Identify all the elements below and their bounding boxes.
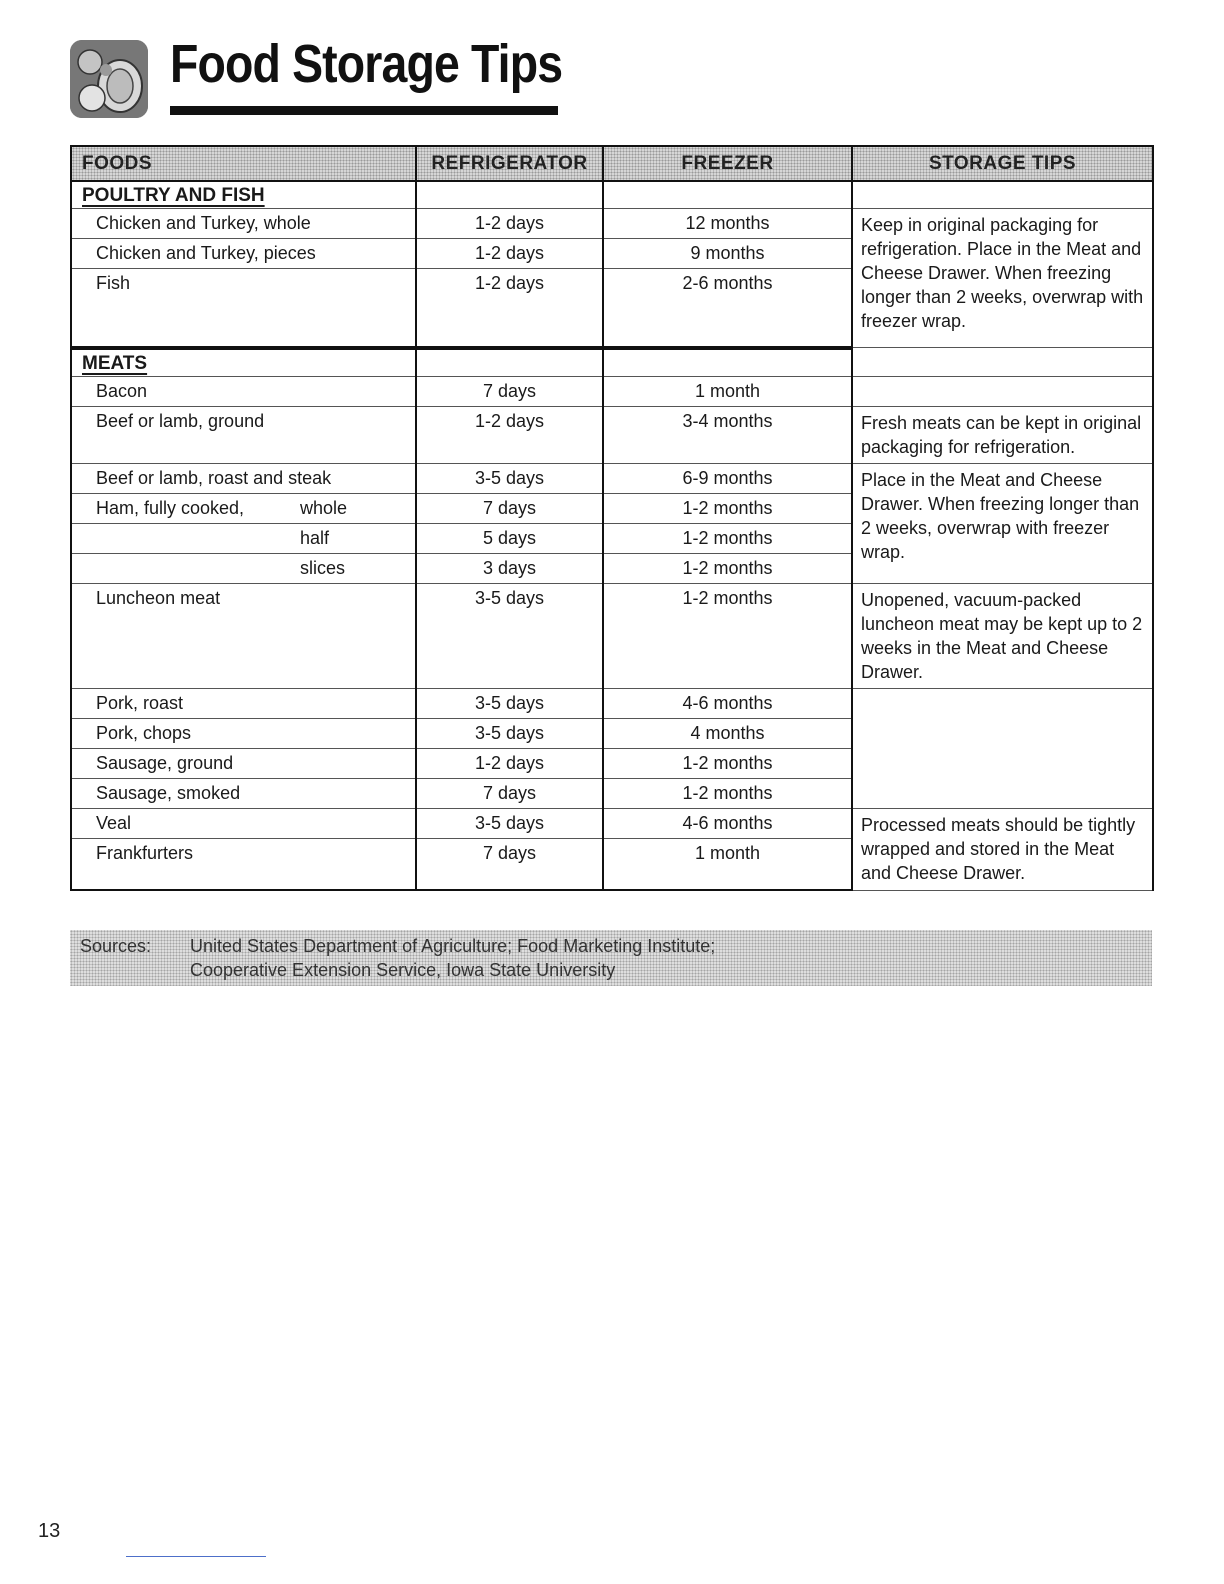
sources-label: Sources: (80, 936, 152, 956)
table-row (71, 808, 1153, 838)
category-cell (71, 181, 416, 209)
table-row (71, 583, 1153, 688)
freezer-cell: 4-6 months (603, 808, 852, 838)
storage-tip-cell (852, 376, 1153, 406)
refrigerator-cell: 3-5 days (416, 718, 603, 748)
category-row (71, 181, 1153, 209)
food-cell: Chicken and Turkey, whole (71, 209, 416, 239)
refrigerator-cell: 3-5 days (416, 808, 603, 838)
category-poultry-fish: POULTRY AND FISH (82, 185, 265, 206)
title-underline (170, 106, 558, 115)
refrigerator-cell: 7 days (416, 376, 603, 406)
food-cell: Bacon (71, 376, 416, 406)
storage-tip-cell: Processed meats should be tightly wrapped and stored in the Meat and Cheese Drawer. (852, 808, 1153, 890)
refrigerator-cell: 1-2 days (416, 748, 603, 778)
col-header-refrigerator: REFRIGERATOR (416, 146, 603, 181)
freezer-cell: 1-2 months (603, 553, 852, 583)
category-row (71, 348, 1153, 377)
refrigerator-cell: 3 days (416, 553, 603, 583)
refrigerator-cell: 7 days (416, 778, 603, 808)
freezer-cell: 1 month (603, 838, 852, 890)
food-cell (71, 523, 416, 553)
food-cell: Frankfurters (71, 838, 416, 890)
freezer-cell: 1-2 months (603, 493, 852, 523)
food-bowl-icon (70, 40, 148, 118)
freezer-cell: 4 months (603, 718, 852, 748)
ham-variant: whole (300, 497, 348, 518)
freezer-cell: 3-4 months (603, 406, 852, 463)
table-header-row (71, 146, 1153, 181)
freezer-cell: 1-2 months (603, 523, 852, 553)
storage-tip-cell (852, 688, 1153, 808)
page-title: Food Storage Tips (170, 34, 563, 94)
sources-box (70, 930, 1152, 986)
food-cell: Beef or lamb, roast and steak (71, 463, 416, 493)
col-header-freezer: FREEZER (603, 146, 852, 181)
footer-divider (126, 1556, 266, 1557)
refrigerator-cell: 7 days (416, 838, 603, 890)
freezer-cell: 1 month (603, 376, 852, 406)
freezer-cell: 6-9 months (603, 463, 852, 493)
table-row (71, 688, 1153, 718)
refrigerator-cell: 3-5 days (416, 463, 603, 493)
food-cell: Sausage, smoked (71, 778, 416, 808)
food-cell: Veal (71, 808, 416, 838)
storage-tip-cell: Fresh meats can be kept in original packaging for refrigeration. (852, 406, 1153, 463)
food-cell (71, 553, 416, 583)
refrigerator-cell: 1-2 days (416, 406, 603, 463)
table-row (71, 463, 1153, 493)
table-row (71, 376, 1153, 406)
ham-variant: slices (300, 557, 346, 578)
food-cell: Sausage, ground (71, 748, 416, 778)
refrigerator-cell: 1-2 days (416, 209, 603, 239)
food-cell: Luncheon meat (71, 583, 416, 688)
page-number: 13 (38, 1520, 61, 1542)
freezer-cell: 9 months (603, 239, 852, 269)
food-cell: Chicken and Turkey, pieces (71, 239, 416, 269)
refrigerator-cell: 3-5 days (416, 688, 603, 718)
refrigerator-cell: 1-2 days (416, 239, 603, 269)
food-storage-table (70, 145, 1154, 891)
refrigerator-cell: 5 days (416, 523, 603, 553)
storage-tip-cell: Unopened, vacuum-packed luncheon meat may be kept up to 2 weeks in the Meat and Cheese Drawer. (852, 583, 1153, 688)
freezer-cell: 1-2 months (603, 583, 852, 688)
table-row (71, 209, 1153, 239)
col-header-storage-tips: STORAGE TIPS (852, 146, 1153, 181)
refrigerator-cell: 7 days (416, 493, 603, 523)
sources-line-1: United States Department of Agriculture; Food Marketing Institute; (190, 936, 716, 956)
food-cell (71, 493, 416, 523)
col-header-foods: FOODS (71, 146, 416, 181)
category-meats: MEATS (82, 352, 148, 374)
ham-label: Ham, fully cooked, (96, 497, 245, 518)
freezer-cell: 2-6 months (603, 269, 852, 348)
food-cell: Pork, chops (71, 718, 416, 748)
table-row (71, 406, 1153, 463)
food-cell: Pork, roast (71, 688, 416, 718)
food-cell: Beef or lamb, ground (71, 406, 416, 463)
ham-variant: half (300, 527, 330, 548)
freezer-cell: 4-6 months (603, 688, 852, 718)
refrigerator-cell: 1-2 days (416, 269, 603, 348)
sources-line-2: Cooperative Extension Service, Iowa State University (190, 960, 616, 980)
refrigerator-cell: 3-5 days (416, 583, 603, 688)
storage-tip-cell: Keep in original packaging for refrigeration. Place in the Meat and Cheese Drawer. When freezing longer than 2 weeks, overwrap with freezer wrap. (852, 209, 1153, 348)
storage-tip-cell: Place in the Meat and Cheese Drawer. When freezing longer than 2 weeks, overwrap with freezer wrap. (852, 463, 1153, 583)
food-cell: Fish (71, 269, 416, 348)
freezer-cell: 1-2 months (603, 748, 852, 778)
freezer-cell: 12 months (603, 209, 852, 239)
category-cell (71, 348, 416, 377)
freezer-cell: 1-2 months (603, 778, 852, 808)
